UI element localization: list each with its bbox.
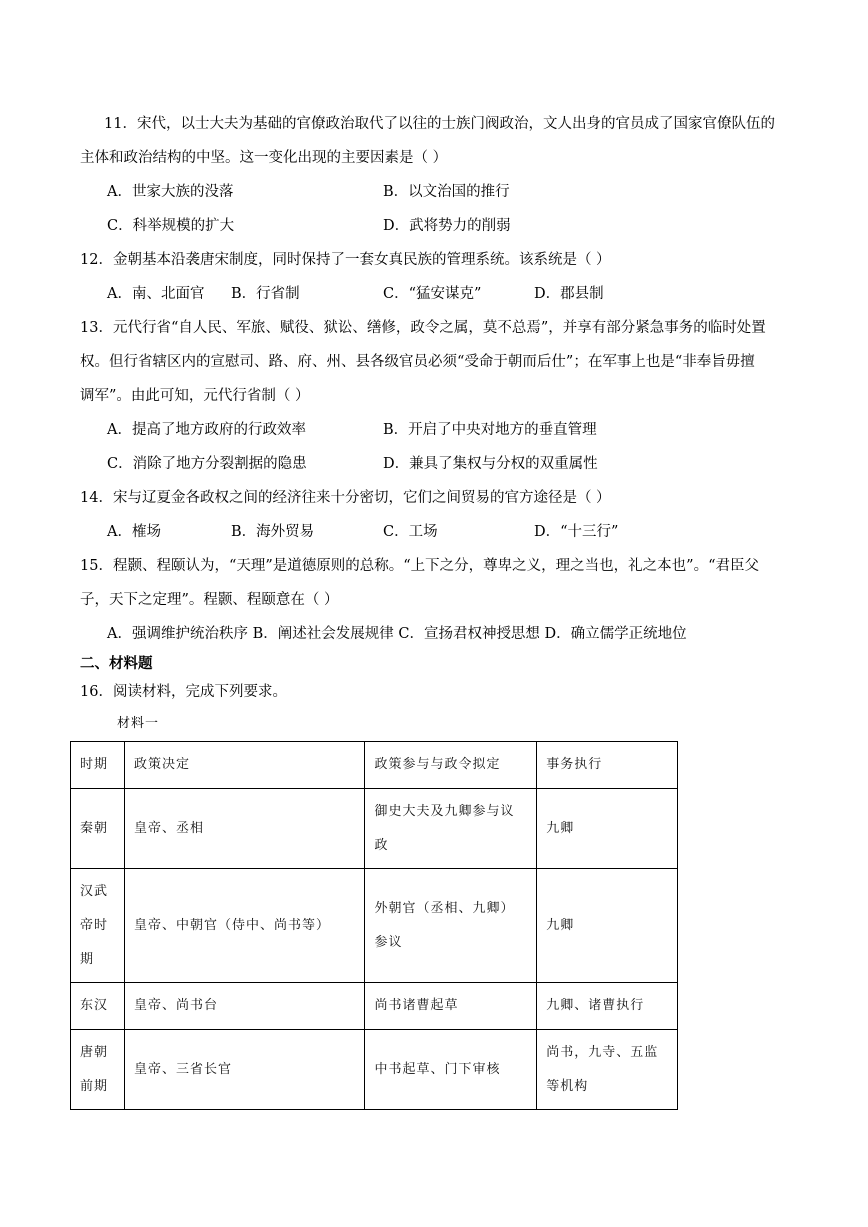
q12-stem: 12．金朝基本沿袭唐宋制度，同时保持了一套女真民族的管理系统。该系统是（ ） xyxy=(80,252,611,268)
q14-option-d: D．“十三行” xyxy=(534,524,619,540)
execution-cell: 九卿、诸曹执行 xyxy=(537,983,678,1030)
execution-cell: 九卿 xyxy=(537,869,678,983)
table-row xyxy=(71,789,678,869)
q13-stem-line-1: 13．元代行省“自人民、军旅、赋役、狱讼、缮修，政令之属，莫不总焉”，并享有部分紧急事务的临时处置 xyxy=(80,320,766,336)
q13-option-c: C．消除了地方分裂割据的隐患 xyxy=(107,456,307,472)
section-title: 二、材料题 xyxy=(80,656,153,672)
q14-option-c: C．工场 xyxy=(383,524,438,540)
period-cell: 汉武 帝时 期 xyxy=(71,869,125,983)
q11-stem-line-1: 11．宋代，以士大夫为基础的官僚政治取代了以往的士族门阀政治，文人出身的官员成了国家官僚队伍的 xyxy=(104,116,775,132)
q15-stem-line-1: 15．程颢、程颐认为，“天理”是道德原则的总称。“上下之分，尊卑之义，理之当也，礼之本也”。“君臣父 xyxy=(80,558,760,574)
decision-cell: 皇帝、中朝官（侍中、尚书等） xyxy=(124,869,365,983)
header-cell: 政策参与与政令拟定 xyxy=(365,742,537,789)
q14-option-b: B．海外贸易 xyxy=(231,524,315,540)
q16-stem: 16．阅读材料，完成下列要求。 xyxy=(80,684,287,700)
table-header-row xyxy=(71,742,678,789)
table-row xyxy=(71,869,678,983)
participation-cell: 外朝官（丞相、九卿） 参议 xyxy=(365,869,537,983)
q15-stem-line-2: 子，天下之定理”。程颢、程颐意在（ ） xyxy=(80,592,339,608)
participation-cell: 御史大夫及九卿参与议 政 xyxy=(365,789,537,869)
execution-cell: 尚书，九寺、五监 等机构 xyxy=(537,1030,678,1110)
q14-option-a: A．榷场 xyxy=(107,524,161,540)
participation-cell: 尚书诸曹起草 xyxy=(365,983,537,1030)
q13-stem-line-3: 调军”。由此可知，元代行省制（ ） xyxy=(80,388,310,404)
execution-cell: 九卿 xyxy=(537,789,678,869)
q11-option-a: A．世家大族的没落 xyxy=(107,184,234,200)
period-cell: 东汉 xyxy=(71,983,125,1030)
q11-stem-line-2: 主体和政治结构的中坚。这一变化出现的主要因素是（ ） xyxy=(80,150,448,166)
q12-option-d: D．郡县制 xyxy=(534,286,604,302)
participation-cell: 中书起草、门下审核 xyxy=(365,1030,537,1110)
q13-stem-line-2: 权。但行省辖区内的宣慰司、路、府、州、县各级官员必须“受命于朝而后仕”；在军事上也是“非奉旨毋擅 xyxy=(80,354,755,370)
header-cell: 政策决定 xyxy=(124,742,365,789)
table-row xyxy=(71,983,678,1030)
decision-cell: 皇帝、丞相 xyxy=(124,789,365,869)
q13-option-a: A．提高了地方政府的行政效率 xyxy=(107,422,306,438)
q13-option-d: D．兼具了集权与分权的双重属性 xyxy=(383,456,598,472)
q14-stem: 14．宋与辽夏金各政权之间的经济往来十分密切，它们之间贸易的官方途径是（ ） xyxy=(80,490,611,506)
period-cell: 秦朝 xyxy=(71,789,125,869)
period-cell: 唐朝 前期 xyxy=(71,1030,125,1110)
header-cell: 事务执行 xyxy=(537,742,678,789)
q11-option-b: B．以文治国的推行 xyxy=(383,184,510,200)
q11-option-c: C．科举规模的扩大 xyxy=(107,218,235,234)
decision-cell: 皇帝、尚书台 xyxy=(124,983,365,1030)
decision-cell: 皇帝、三省长官 xyxy=(124,1030,365,1110)
q11-option-d: D．武将势力的削弱 xyxy=(383,218,511,234)
q12-option-b: B．行省制 xyxy=(231,286,300,302)
q12-option-a: A．南、北面官 xyxy=(107,286,205,302)
q13-option-b: B．开启了中央对地方的垂直管理 xyxy=(383,422,597,438)
material-table xyxy=(70,741,678,1110)
table-row xyxy=(71,1030,678,1110)
material-label: 材料一 xyxy=(117,716,160,731)
q12-option-c: C．“猛安谋克” xyxy=(383,286,482,302)
q15-options: A．强调维护统治秩序 B．阐述社会发展规律 C．宣扬君权神授思想 D．确立儒学正统地位 xyxy=(107,626,687,642)
header-cell: 时期 xyxy=(71,742,125,789)
